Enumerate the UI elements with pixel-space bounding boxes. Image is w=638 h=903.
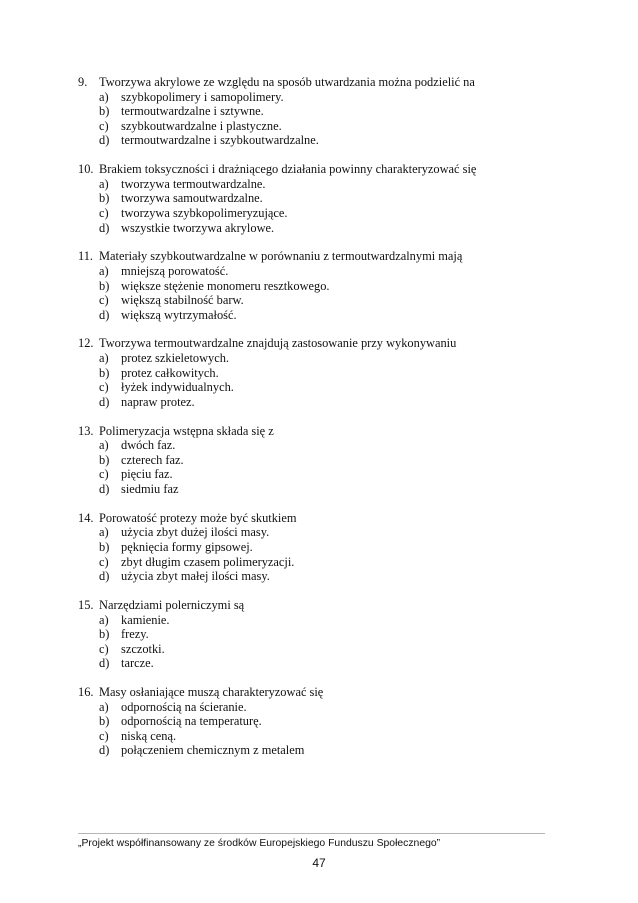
answer-letter: b): [99, 365, 110, 380]
answer-option: [99, 438, 558, 453]
answer-letter: b): [99, 191, 110, 206]
answer-text: odpornością na temperaturę.: [121, 714, 262, 729]
answer-option: [99, 525, 558, 540]
question-item: [78, 336, 558, 409]
question-item: [78, 75, 558, 148]
answer-text: łyżek indywidualnych.: [121, 380, 234, 395]
answer-option: [99, 293, 558, 308]
question-stem: [78, 685, 558, 700]
question-stem: [78, 249, 558, 264]
answer-letter: d): [99, 743, 110, 758]
answer-option: [99, 714, 558, 729]
answer-text: wszystkie tworzywa akrylowe.: [121, 220, 275, 235]
answer-option: [99, 613, 558, 628]
question-list: [78, 75, 558, 772]
answer-option: [99, 743, 558, 758]
answer-option: [99, 279, 558, 294]
answer-option: [99, 656, 558, 671]
answer-option: [99, 467, 558, 482]
answer-option: [99, 569, 558, 584]
question-text: Materiały szybkoutwardzalne w porównaniu z termoutwardzalnymi mają: [99, 249, 463, 264]
answer-letter: a): [99, 89, 109, 104]
answer-list: [99, 613, 558, 671]
answer-option: [99, 700, 558, 715]
answer-letter: a): [99, 525, 109, 540]
answer-option: [99, 119, 558, 134]
answer-option: [99, 380, 558, 395]
question-text: Brakiem toksyczności i drażniącego działania powinny charakteryzować się: [99, 162, 477, 177]
answer-letter: c): [99, 205, 109, 220]
answer-text: pięciu faz.: [121, 467, 173, 482]
question-text: Narzędziami polerniczymi są: [99, 597, 245, 612]
question-stem: [78, 598, 558, 613]
answer-letter: b): [99, 627, 110, 642]
question-text: Tworzywa akrylowe ze względu na sposób utwardzania można podzielić na: [99, 75, 475, 89]
answer-text: protez całkowitych.: [121, 365, 219, 380]
question-item: [78, 424, 558, 497]
answer-text: protez szkieletowych.: [121, 351, 230, 366]
question-stem: [78, 511, 558, 526]
answer-option: [99, 104, 558, 119]
answer-text: dwóch faz.: [121, 438, 176, 453]
answer-option: [99, 264, 558, 279]
answer-letter: a): [99, 699, 109, 714]
answer-text: niską ceną.: [121, 728, 177, 743]
answer-option: [99, 642, 558, 657]
answer-text: kamienie.: [121, 612, 170, 627]
question-number: 10.: [78, 162, 94, 177]
answer-option: [99, 395, 558, 410]
question-number: 13.: [78, 423, 94, 438]
answer-text: większą wytrzymałość.: [121, 307, 237, 322]
question-item: [78, 685, 558, 758]
answer-text: użycia zbyt małej ilości masy.: [121, 569, 270, 584]
answer-text: większe stężenie monomeru resztkowego.: [121, 278, 330, 293]
question-stem: [78, 336, 558, 351]
answer-text: szybkoutwardzalne i plastyczne.: [121, 118, 282, 133]
answer-letter: c): [99, 380, 109, 395]
answer-letter: d): [99, 656, 110, 671]
page-number: 47: [312, 856, 326, 870]
answer-option: [99, 729, 558, 744]
question-text: Porowatość protezy może być skutkiem: [99, 510, 297, 525]
question-item: [78, 249, 558, 322]
answer-text: szczotki.: [121, 641, 165, 656]
answer-option: [99, 308, 558, 323]
question-number: 9.: [78, 75, 88, 89]
answer-text: użycia zbyt dużej ilości masy.: [121, 525, 270, 540]
answer-option: [99, 206, 558, 221]
answer-option: [99, 453, 558, 468]
answer-text: odpornością na ścieranie.: [121, 699, 247, 714]
answer-option: [99, 177, 558, 192]
question-stem: [78, 424, 558, 439]
answer-letter: c): [99, 641, 109, 656]
question-item: [78, 598, 558, 671]
answer-text: tworzywa samoutwardzalne.: [121, 191, 263, 206]
answer-letter: d): [99, 133, 110, 148]
answer-text: termoutwardzalne i szybkoutwardzalne.: [121, 133, 319, 148]
footer-funding-note: „Projekt współfinansowany ze środków Europejskiego Funduszu Społecznego”: [78, 838, 441, 849]
answer-letter: d): [99, 220, 110, 235]
answer-letter: b): [99, 278, 110, 293]
answer-list: [99, 177, 558, 235]
answer-letter: c): [99, 728, 109, 743]
question-item: [78, 162, 558, 235]
question-number: 14.: [78, 510, 94, 525]
answer-text: czterech faz.: [121, 452, 184, 467]
question-number: 12.: [78, 336, 94, 351]
answer-letter: a): [99, 612, 109, 627]
answer-letter: a): [99, 176, 109, 191]
answer-letter: c): [99, 118, 109, 133]
answer-letter: c): [99, 467, 109, 482]
answer-list: [99, 90, 558, 148]
question-text: Polimeryzacja wstępna składa się z: [99, 423, 274, 438]
answer-letter: d): [99, 307, 110, 322]
answer-letter: a): [99, 351, 109, 366]
answer-list: [99, 525, 558, 583]
question-item: [78, 511, 558, 584]
answer-text: mniejszą porowatość.: [121, 263, 229, 278]
answer-letter: d): [99, 482, 110, 496]
question-number: 16.: [78, 685, 94, 700]
answer-text: termoutwardzalne i sztywne.: [121, 104, 264, 119]
answer-text: napraw protez.: [121, 394, 195, 409]
answer-letter: b): [99, 104, 110, 119]
answer-option: [99, 482, 558, 497]
answer-text: pęknięcia formy gipsowej.: [121, 539, 253, 554]
answer-list: [99, 264, 558, 322]
question-text: Masy osłaniające muszą charakteryzować się: [99, 685, 324, 700]
answer-option: [99, 221, 558, 236]
answer-text: siedmiu faz: [121, 482, 179, 496]
answer-option: [99, 627, 558, 642]
footer-divider: [78, 833, 545, 834]
answer-text: tworzywa szybkopolimeryzujące.: [121, 205, 288, 220]
answer-list: [99, 351, 558, 409]
answer-text: frezy.: [121, 627, 149, 642]
answer-option: [99, 540, 558, 555]
answer-text: tworzywa termoutwardzalne.: [121, 176, 266, 191]
answer-text: połączeniem chemicznym z metalem: [121, 743, 305, 758]
answer-text: szybkopolimery i samopolimery.: [121, 89, 284, 104]
question-text: Tworzywa termoutwardzalne znajdują zastosowanie przy wykonywaniu: [99, 336, 457, 351]
answer-option: [99, 133, 558, 148]
question-number: 15.: [78, 597, 94, 612]
answer-option: [99, 351, 558, 366]
answer-text: zbyt długim czasem polimeryzacji.: [121, 554, 295, 569]
answer-letter: d): [99, 394, 110, 409]
answer-letter: b): [99, 539, 110, 554]
answer-letter: d): [99, 569, 110, 584]
answer-text: większą stabilność barw.: [121, 293, 244, 308]
answer-list: [99, 700, 558, 758]
answer-option: [99, 366, 558, 381]
answer-option: [99, 555, 558, 570]
answer-letter: a): [99, 263, 109, 278]
answer-letter: b): [99, 452, 110, 467]
answer-text: tarcze.: [121, 656, 154, 671]
answer-letter: c): [99, 554, 109, 569]
answer-letter: c): [99, 293, 109, 308]
answer-option: [99, 90, 558, 105]
question-number: 11.: [78, 249, 94, 264]
answer-letter: a): [99, 438, 109, 453]
answer-option: [99, 191, 558, 206]
question-stem: [78, 75, 558, 90]
answer-list: [99, 438, 558, 496]
question-stem: [78, 162, 558, 177]
answer-letter: b): [99, 714, 110, 729]
